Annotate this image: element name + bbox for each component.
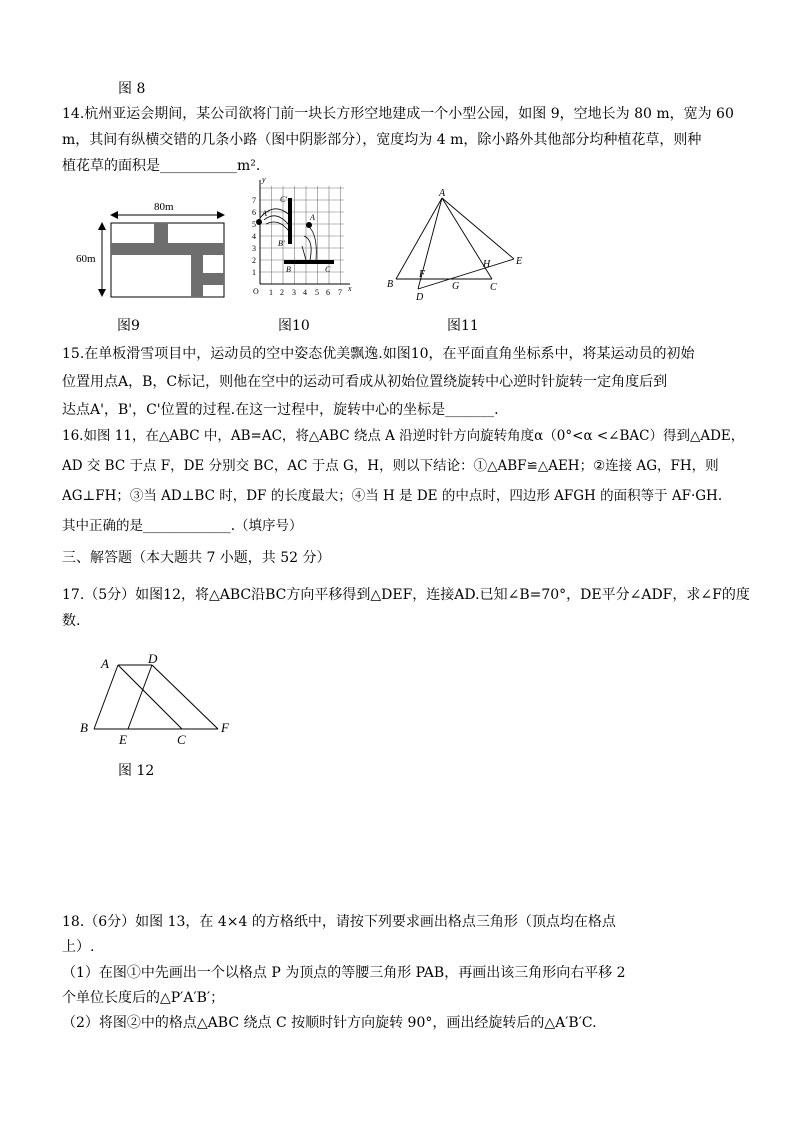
q18-line-5: （2）将图②中的格点△ABC 绕点 C 按顺时针方向旋转 90°，画出经旋转后的△A′B′C. <box>62 1015 597 1031</box>
q16-line-2: AD 交 BC 于点 F，DE 分别交 BC，AC 于点 G，H，则以下结论：①△ABF≌△AEH；②连接 AG，FH，则 <box>62 458 719 474</box>
fig10-grid-lines <box>260 186 344 284</box>
fig11-label-d: D <box>416 292 424 303</box>
fig10-label-a: A <box>310 213 315 222</box>
fig9-height-label: 60m <box>76 253 96 265</box>
svg-text:5: 5 <box>252 220 256 229</box>
fig10-board-initial <box>284 260 334 264</box>
fig12-label-c: C <box>177 732 186 747</box>
q17-line-2: 数. <box>62 613 81 629</box>
svg-text:4: 4 <box>252 232 256 241</box>
fig11-label-a: A <box>439 188 446 199</box>
fig10-x-ticks <box>269 288 342 297</box>
q14-line-2: m，其间有纵横交错的几条小路（图中阴影部分），宽度均为 4 m，除小路外其他部分均种植花草，则种 <box>62 132 702 148</box>
q16-line-3: AG⊥FH；③当 AD⊥BC 时，DF 的长度最大；④当 H 是 DE 的中点时，四边形 AFGH 的面积等于 AF·GH. <box>62 488 723 504</box>
fig11-label-f: F <box>419 269 426 280</box>
svg-text:1: 1 <box>252 268 256 277</box>
fig10-y-ticks <box>252 196 256 277</box>
fig10-point-a <box>306 222 312 228</box>
q17-line-1: 17.（5分）如图12，将△ABC沿BC方向平移得到△DEF，连接AD.已知∠B=70°，DE平分∠ADF，求∠F的度 <box>62 587 750 603</box>
fig10-point-a-prime <box>256 219 262 225</box>
fig10-x-axis-label: x <box>348 284 352 293</box>
q15-line-3: 达点A'，B'，C'位置的过程.在这一过程中，旋转中心的坐标是_______. <box>62 402 499 418</box>
q14-line-3: 植花草的面积是___________m². <box>62 158 261 174</box>
q15-line-1: 15.在单板滑雪项目中，运动员的空中姿态优美飘逸.如图10，在平面直角坐标系中，将某运动员的初始 <box>62 346 695 362</box>
fig12-label-b: B <box>80 720 88 735</box>
svg-text:3: 3 <box>292 288 296 297</box>
fig11-label-e: E <box>516 256 523 267</box>
fig12-caption: 图 12 <box>118 763 155 779</box>
q16-line-1: 16.如图 11，在△ABC 中，AB=AC，将△ABC 绕点 A 沿逆时针方向旋转角度α（0°<α <∠BAC）得到△ADE， <box>62 428 745 444</box>
svg-text:1: 1 <box>269 288 273 297</box>
fig12-label-d: D <box>148 652 158 666</box>
fig11-label-b: B <box>387 279 394 290</box>
fig11-caption: 图11 <box>447 318 479 334</box>
svg-text:7: 7 <box>252 196 256 205</box>
fig10-label-a-prime: A' <box>262 209 269 218</box>
fig11-lines <box>396 198 514 289</box>
fig12-translation-diagram <box>74 652 244 748</box>
fig10-origin: O <box>253 287 259 296</box>
section-3-heading: 三、解答题（本大题共 7 小题，共 52 分） <box>62 550 331 566</box>
fig11-triangle-diagram <box>384 186 534 304</box>
fig12-label-f: F <box>221 720 229 735</box>
fig10-label-b: B <box>286 265 291 274</box>
fig9-park-diagram <box>74 196 234 306</box>
fig9-width-label: 80m <box>154 201 174 213</box>
fig10-label-b-prime: B' <box>278 239 285 248</box>
svg-text:2: 2 <box>280 288 284 297</box>
fig8-caption: 图 8 <box>118 81 146 97</box>
svg-text:3: 3 <box>252 244 256 253</box>
svg-text:2: 2 <box>252 256 256 265</box>
fig12-label-e: E <box>119 732 127 747</box>
q18-line-4: 个单位长度后的△P′A′B′； <box>62 990 225 1006</box>
fig10-grid-diagram <box>244 174 364 304</box>
fig12-label-a: A <box>101 656 109 671</box>
fig11-label-h: H <box>483 259 491 270</box>
svg-text:6: 6 <box>252 208 256 217</box>
fig10-board-rotated <box>288 198 292 244</box>
q16-line-4: 其中正确的是_____________.（填序号） <box>62 518 303 534</box>
fig11-label-g: G <box>452 281 460 292</box>
fig12-lines <box>94 665 218 729</box>
q15-line-2: 位置用点A，B，C标记，则他在空中的运动可看成从初始位置绕旋转中心逆时针旋转一定角度后到 <box>62 374 668 390</box>
q18-line-3: （1）在图①中先画出一个以格点 P 为顶点的等腰三角形 PAB，再画出该三角形向右平移 2 <box>62 965 626 981</box>
q14-line-1: 14.杭州亚运会期间，某公司欲将门前一块长方形空地建成一个小型公园，如图 9，空地长为 80 m，宽为 60 <box>62 106 734 122</box>
fig10-label-c: C <box>325 265 331 274</box>
fig11-label-c: C <box>490 282 497 293</box>
svg-text:6: 6 <box>326 288 330 297</box>
q18-line-1: 18.（6分）如图 13，在 4×4 的方格纸中，请按下列要求画出格点三角形（顶点均在格点 <box>62 914 616 930</box>
svg-text:5: 5 <box>315 288 319 297</box>
svg-text:4: 4 <box>303 288 307 297</box>
q18-line-2: 上）. <box>62 939 95 955</box>
fig10-y-axis-label: y <box>262 175 266 184</box>
fig10-caption: 图10 <box>278 318 310 334</box>
fig9-caption: 图9 <box>117 318 140 334</box>
fig10-label-c-prime: C' <box>280 195 288 204</box>
svg-text:7: 7 <box>338 288 342 297</box>
